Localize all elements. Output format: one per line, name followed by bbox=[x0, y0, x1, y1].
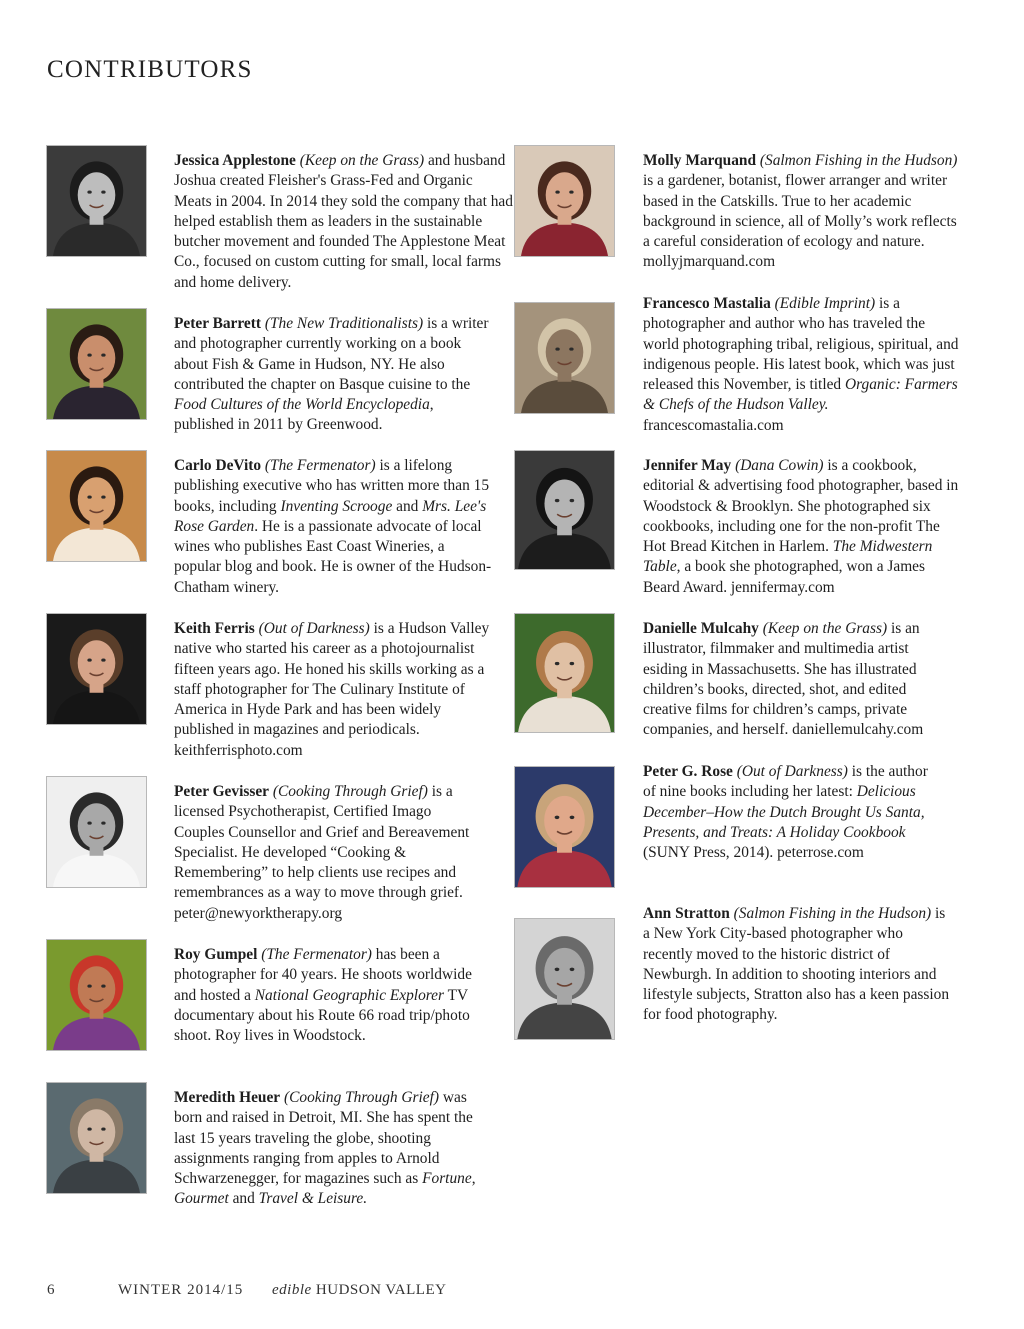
contributor-name: Molly Marquand bbox=[643, 152, 757, 169]
contributor-name: Danielle Mulcahy bbox=[643, 620, 759, 637]
portrait-image bbox=[47, 1083, 146, 1193]
portrait-eye bbox=[555, 191, 559, 194]
contributor-photo bbox=[46, 939, 147, 1051]
contributor-photo bbox=[46, 308, 147, 420]
portrait-face bbox=[78, 803, 116, 849]
bio-text: has been a photographer for 40 years. He shoots worldwide and hosted a bbox=[174, 946, 472, 1004]
contributor-may bbox=[643, 456, 965, 598]
contributor-marquand bbox=[643, 151, 963, 273]
portrait-image bbox=[515, 614, 614, 732]
bio-text: is a New York City-based photographer who recently moved to the historic district of Newburgh. In addition to shooting interiors and lifestyle subjects, Stratton also has a keen passion for food photography. bbox=[643, 905, 950, 1024]
contributor-name: Francesco Mastalia bbox=[643, 295, 771, 312]
italic-text: (Salmon Fishing in the Hudson) bbox=[759, 152, 958, 169]
contributor-description bbox=[643, 152, 957, 270]
contributor-photo bbox=[46, 613, 147, 725]
page-number: 6 bbox=[47, 1282, 55, 1298]
portrait-eye bbox=[570, 968, 575, 971]
contributor-mastalia bbox=[643, 294, 963, 436]
portrait-image bbox=[515, 919, 614, 1039]
contributor-name: Carlo DeVito bbox=[174, 457, 262, 474]
portrait-eye bbox=[569, 191, 573, 194]
contributor-photo bbox=[46, 776, 147, 888]
italic-text: Delicious December–How the Dutch Brought Us Santa, Presents, and Treats: A Holiday Cookbook bbox=[643, 783, 925, 841]
portrait-face bbox=[78, 172, 116, 218]
contributor-name: Jennifer May bbox=[643, 457, 732, 474]
bio-text: is a lifelong publishing executive who has written more than 15 books, including bbox=[174, 457, 490, 515]
bio-text: TV documentary about his Route 66 road trip/photo shoot. Roy lives in Woodstock. bbox=[174, 986, 470, 1045]
bio-text: is an illustrator, filmmaker and multimedia artist esiding in Massachusetts. She has illustrated children’s books, directed, shot, and edited creative films for children’s camps, private companies, and herself. daniellemulcahy.com bbox=[643, 620, 924, 739]
bio-text: is a gardener, botanist, flower arranger and writer based in the Catskills. True to her academic background in science, all of Molly’s work reflects a careful consideration of ecology and nature. mollyjmarquand.com bbox=[643, 172, 957, 271]
contributor-bio bbox=[174, 1088, 496, 1210]
portrait-face bbox=[78, 966, 116, 1012]
portrait-face bbox=[546, 329, 584, 375]
italic-text: (Keep on the Grass) bbox=[299, 152, 425, 169]
portrait-eye bbox=[87, 1128, 91, 1131]
portrait-image bbox=[47, 451, 146, 561]
portrait-eye bbox=[87, 496, 91, 499]
italic-text: Fortune bbox=[422, 1170, 472, 1188]
contributor-photo bbox=[514, 450, 615, 570]
contributor-photo bbox=[514, 302, 615, 414]
contributor-description bbox=[174, 152, 513, 291]
bio-text: and bbox=[392, 497, 423, 515]
contributor-bio bbox=[174, 782, 474, 924]
contributor-description bbox=[643, 295, 958, 434]
contributor-bio bbox=[174, 456, 494, 598]
bio-text: and husband Joshua created Fleisher's Grass-Fed and Organic Meats in 2004. In 2014 they sold the company that had helped establish them as leaders in the sustainable butcher movement and founded The Applestone Meat Co., focused on custom cutting for small, local farms and home delivery. bbox=[174, 152, 513, 291]
italic-text: (Salmon Fishing in the Hudson) bbox=[733, 905, 932, 922]
bio-text: and bbox=[228, 1190, 259, 1208]
page-title: CONTRIBUTORS bbox=[47, 56, 253, 83]
contributor-description bbox=[174, 1089, 476, 1207]
contributor-photo bbox=[514, 766, 615, 888]
bio-text: is a photographer and author who has traveled the world photographing tribal, religious, spiritual, and indigenous people. His latest book, which was just released this November, is titled bbox=[643, 295, 959, 394]
publication-name bbox=[272, 1282, 446, 1299]
italic-text: (The Fermenator) bbox=[261, 946, 372, 963]
contributor-photo bbox=[514, 145, 615, 257]
contributor-heuer bbox=[174, 1088, 496, 1210]
portrait-eye bbox=[87, 822, 91, 825]
portrait-image bbox=[515, 451, 614, 569]
portrait-eye bbox=[87, 985, 91, 988]
italic-text: (Cooking Through Grief) bbox=[272, 783, 428, 800]
bio-text: is a Hudson Valley native who started his career as a photojournalist fifteen years ago. He honed his skills working as a staff photographer for The Culinary Institute of America in Hyde Park and has been widely published in magazines and periodicals. keithferrisphoto.com bbox=[174, 620, 490, 759]
contributor-description bbox=[643, 457, 958, 596]
portrait-eye bbox=[101, 1128, 105, 1131]
contributor-peter-barrett bbox=[174, 314, 492, 436]
contributor-bio bbox=[643, 904, 953, 1026]
contributor-description bbox=[174, 457, 491, 596]
contributor-name: Keith Ferris bbox=[174, 620, 255, 637]
italic-text: Mrs. Lee's Rose Garden bbox=[174, 497, 487, 535]
contributor-name: Roy Gumpel bbox=[174, 946, 258, 963]
contributor-bio bbox=[643, 151, 963, 273]
portrait-eye bbox=[101, 822, 105, 825]
contributor-name: Peter G. Rose bbox=[643, 763, 733, 780]
portrait-face bbox=[544, 948, 585, 997]
portrait-face bbox=[78, 1109, 116, 1155]
contributor-bio bbox=[174, 151, 514, 293]
contributor-photo bbox=[46, 1082, 147, 1194]
bio-text: is a cookbook, editorial & advertising food photographer, based in Woodstock & Brooklyn. She photographed six cookbooks, including one for the non-profit The Hot Bread Kitchen in Harlem. bbox=[643, 457, 959, 556]
italic-text: Food Cultures of the World Encyclopedia bbox=[174, 396, 430, 414]
portrait-face bbox=[78, 640, 116, 686]
bio-text: , bbox=[471, 1170, 476, 1188]
contributor-bio bbox=[174, 945, 474, 1046]
italic-text: National Geographic Explorer bbox=[254, 986, 445, 1004]
contributor-stratton bbox=[643, 904, 953, 1026]
portrait-image bbox=[47, 614, 146, 724]
contributor-description bbox=[174, 620, 489, 759]
portrait-eye bbox=[87, 659, 91, 662]
portrait-eye bbox=[555, 499, 560, 502]
portrait-eye bbox=[101, 496, 105, 499]
contributor-photo bbox=[46, 145, 147, 257]
portrait-eye bbox=[101, 659, 105, 662]
contributor-bio bbox=[643, 619, 953, 741]
bio-text: , a book she photographed, won a James Beard Award. jennifermay.com bbox=[643, 558, 925, 596]
portrait-face bbox=[78, 335, 116, 381]
italic-text: (The New Traditionalists) bbox=[264, 315, 424, 332]
contributor-name: Meredith Heuer bbox=[174, 1089, 281, 1106]
portrait-image bbox=[47, 940, 146, 1050]
italic-text: (Cooking Through Grief) bbox=[284, 1089, 440, 1106]
italic-text: (The Fermenator) bbox=[264, 457, 376, 474]
portrait-image bbox=[515, 146, 614, 256]
portrait-face bbox=[546, 172, 584, 218]
portrait-eye bbox=[101, 191, 105, 194]
contributor-bio bbox=[643, 762, 943, 863]
contributor-name: Peter Gevisser bbox=[174, 783, 270, 800]
contributor-bio bbox=[643, 294, 963, 436]
portrait-eye bbox=[555, 348, 559, 351]
portrait-eye bbox=[570, 499, 575, 502]
bio-text: was born and raised in Detroit, MI. She has spent the last 15 years traveling the globe, shooting assignments ranging from apples to Arnold Schwarzenegger, for magazines such as bbox=[174, 1089, 473, 1188]
italic-text: (Dana Cowin) bbox=[735, 457, 824, 474]
contributor-name: Peter Barrett bbox=[174, 315, 262, 332]
contributor-photo bbox=[46, 450, 147, 562]
portrait-eye bbox=[555, 816, 560, 819]
bio-text: is the author of nine books including her latest: bbox=[643, 763, 928, 801]
bio-text: (SUNY Press, 2014). peterrose.com bbox=[643, 844, 864, 862]
publication-title: HUDSON VALLEY bbox=[315, 1282, 447, 1298]
portrait-eye bbox=[101, 985, 105, 988]
italic-text: Organic: Farmers & Chefs of the Hudson Valley. bbox=[643, 376, 958, 414]
portrait-image bbox=[515, 767, 614, 887]
bio-text: is a writer and photographer currently working on a book about Fish & Game in Hudson, NY. He also contributed the chapter on Basque cuisine to the bbox=[174, 315, 489, 393]
portrait-eye bbox=[87, 191, 91, 194]
publication-prefix: edible bbox=[272, 1282, 312, 1298]
portrait-image bbox=[47, 146, 146, 256]
portrait-image bbox=[515, 303, 614, 413]
contributor-description bbox=[174, 783, 469, 922]
italic-text: (Out of Darkness) bbox=[258, 620, 370, 637]
portrait-eye bbox=[555, 968, 560, 971]
contributor-name: Jessica Applestone bbox=[174, 152, 296, 169]
contributor-keith bbox=[174, 619, 496, 761]
italic-text: (Edible Imprint) bbox=[774, 295, 876, 312]
portrait-image bbox=[47, 309, 146, 419]
bio-text: is a licensed Psychotherapist, Certified Imago Couples Counsellor and Grief and Bereavement Specialist. He developed “Cooking & Remembering” to help clients use recipes and remembrances as a way to move through grief. peter@newyorktherapy.org bbox=[174, 783, 470, 922]
italic-text: The Midwestern Table bbox=[643, 538, 933, 576]
portrait-face bbox=[78, 477, 116, 523]
portrait-eye bbox=[570, 816, 575, 819]
contributor-gevisser bbox=[174, 782, 474, 924]
portrait-eye bbox=[101, 354, 105, 357]
italic-text: Gourmet bbox=[174, 1190, 229, 1208]
portrait-face bbox=[544, 479, 584, 527]
contributor-gumpel bbox=[174, 945, 474, 1046]
contributor-carlo bbox=[174, 456, 494, 598]
contributor-jessica bbox=[174, 151, 514, 293]
portrait-eye bbox=[569, 348, 573, 351]
bio-text: . He is a passionate advocate of local wines who publishes East Coast Wineries, a popular blog and book. He is owner of the Hudson-Chatham winery. bbox=[174, 517, 492, 596]
portrait-eye bbox=[570, 662, 575, 665]
portrait-image bbox=[47, 777, 146, 887]
contributor-description bbox=[643, 620, 923, 738]
portrait-face bbox=[544, 642, 584, 690]
portrait-eye bbox=[87, 354, 91, 357]
contributor-photo bbox=[514, 918, 615, 1040]
bio-text: francescomastalia.com bbox=[643, 416, 784, 434]
contributor-rose bbox=[643, 762, 943, 863]
italic-text: Travel & Leisure. bbox=[258, 1190, 368, 1208]
italic-text: (Out of Darkness) bbox=[736, 763, 848, 780]
contributor-description bbox=[174, 315, 488, 433]
portrait-eye bbox=[555, 662, 560, 665]
italic-text: (Keep on the Grass) bbox=[762, 620, 888, 637]
contributor-photo bbox=[514, 613, 615, 733]
contributor-bio bbox=[174, 314, 492, 436]
italic-text: Inventing Scrooge bbox=[280, 497, 393, 515]
contributor-description bbox=[643, 905, 949, 1023]
contributor-bio bbox=[174, 619, 496, 761]
contributor-bio bbox=[643, 456, 965, 598]
portrait-face bbox=[544, 796, 585, 845]
contributor-mulcahy bbox=[643, 619, 953, 741]
contributor-name: Ann Stratton bbox=[643, 905, 730, 922]
issue-label: WINTER 2014/15 bbox=[118, 1282, 244, 1298]
bio-text: , published in 2011 by Greenwood. bbox=[174, 396, 434, 434]
